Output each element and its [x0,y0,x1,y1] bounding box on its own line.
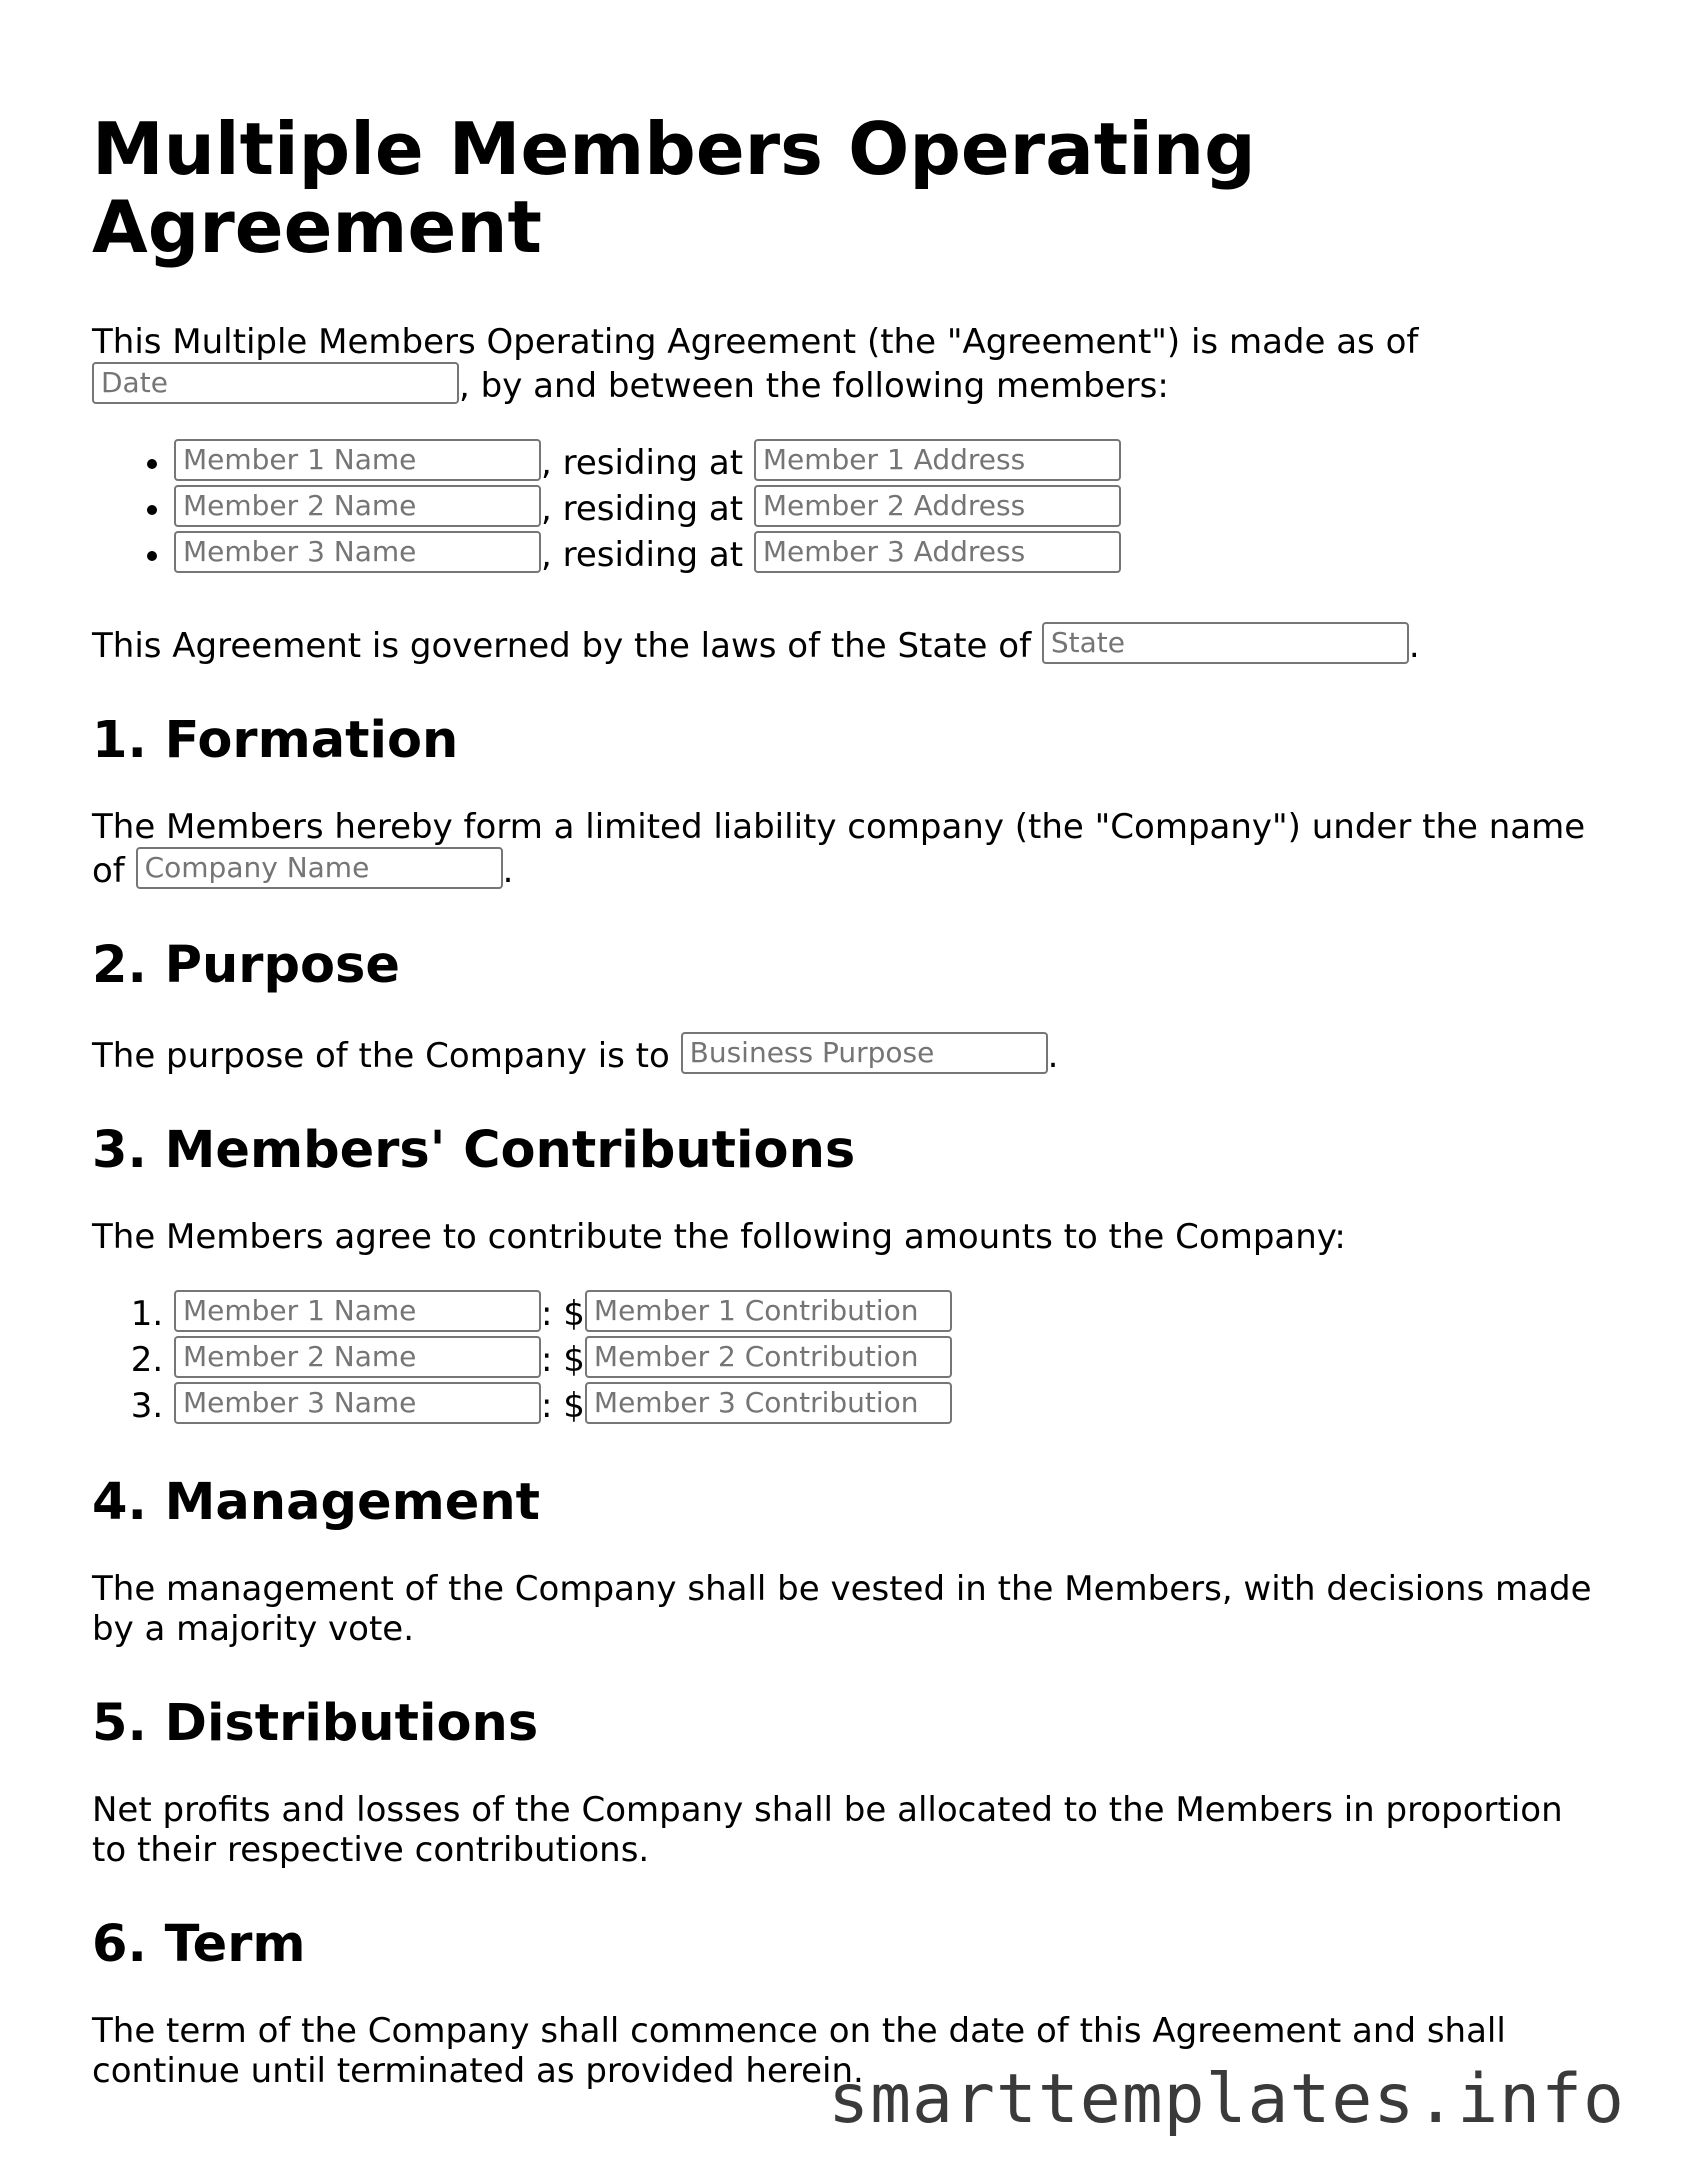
intro-paragraph [92,322,1602,406]
dollar-separator: : $ [541,1340,585,1380]
purpose-text-before: The purpose of the Company is to [92,1036,681,1076]
dollar-separator: : $ [541,1386,585,1426]
member-1-address-field[interactable]: Member 1 Address [754,439,1121,481]
member-2-name-field[interactable]: Member 2 Name [174,485,541,527]
document [92,107,1602,2136]
residing-text: , residing at [541,489,754,529]
list-item [174,485,1602,531]
member-3-name-field[interactable]: Member 3 Name [174,531,541,573]
contributions-list [92,1290,1602,1428]
list-item [174,1382,1602,1428]
contrib-member-1-name-field[interactable]: Member 1 Name [174,1290,541,1332]
residing-text: , residing at [541,535,754,575]
dollar-separator: : $ [541,1294,585,1334]
members-list [92,439,1602,577]
management-paragraph: The management of the Company shall be vested in the Members, with decisions made by a majority vote. [92,1569,1592,1649]
governing-text-before: This Agreement is governed by the laws of the State of [92,626,1042,666]
date-field[interactable]: Date [92,362,459,404]
list-item [174,531,1602,577]
contrib-member-2-name-field[interactable]: Member 2 Name [174,1336,541,1378]
member-3-address-field[interactable]: Member 3 Address [754,531,1121,573]
formation-paragraph [92,807,1602,891]
residing-text: , residing at [541,443,754,483]
purpose-paragraph [92,1032,1602,1076]
contributions-paragraph: The Members agree to contribute the following amounts to the Company: [92,1217,1346,1257]
state-field[interactable]: State [1042,622,1409,664]
member-2-address-field[interactable]: Member 2 Address [754,485,1121,527]
distributions-paragraph: Net profits and losses of the Company shall be allocated to the Members in proportion to their respective contributions. [92,1790,1563,1870]
member-3-contribution-field[interactable]: Member 3 Contribution [585,1382,952,1424]
purpose-heading: 2. Purpose [92,936,400,995]
business-purpose-field[interactable]: Business Purpose [681,1032,1048,1074]
list-item [174,1290,1602,1336]
member-1-name-field[interactable]: Member 1 Name [174,439,541,481]
member-2-contribution-field[interactable]: Member 2 Contribution [585,1336,952,1378]
member-1-contribution-field[interactable]: Member 1 Contribution [585,1290,952,1332]
intro-text-after: , by and between the following members: [459,366,1169,406]
term-heading: 6. Term [92,1915,306,1974]
governing-paragraph [92,622,1602,666]
formation-heading: 1. Formation [92,711,459,770]
watermark: smarttemplates.info [828,2060,1625,2139]
page-title: Multiple Members Operating Agreement [92,107,1256,269]
distributions-heading: 5. Distributions [92,1694,539,1753]
formation-text-before: The Members hereby form a limited liability company (the "Company") under the name of [92,807,1586,891]
term-paragraph: The term of the Company shall commence on the date of this Agreement and shall continue until terminated as provided herein. [92,2011,1506,2091]
list-item [174,439,1602,485]
purpose-text-after: . [1047,1036,1059,1076]
management-heading: 4. Management [92,1473,541,1532]
company-name-field[interactable]: Company Name [136,847,503,889]
formation-text-after: . [502,851,514,891]
list-item [174,1336,1602,1382]
intro-text-before: This Multiple Members Operating Agreement (the "Agreement") is made as of [92,322,1419,362]
contributions-heading: 3. Members' Contributions [92,1121,856,1180]
contrib-member-3-name-field[interactable]: Member 3 Name [174,1382,541,1424]
governing-text-after: . [1408,626,1420,666]
